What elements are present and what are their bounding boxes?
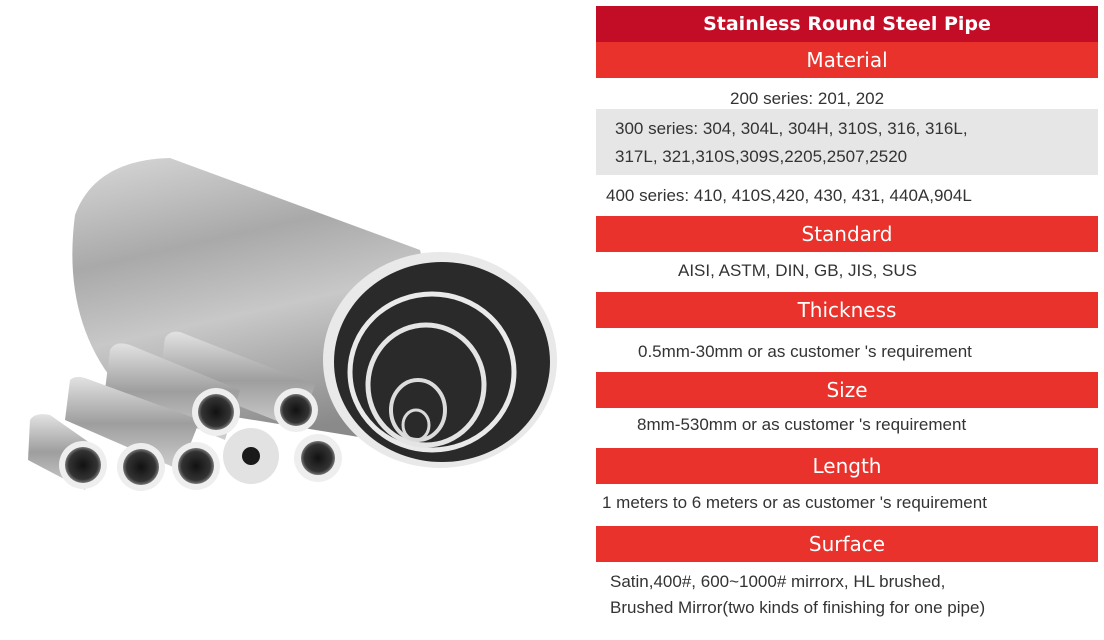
thickness-value: 0.5mm-30mm or as customer 's requirement [638, 342, 972, 361]
surface-value-line1: Satin,400#, 600~1000# mirrorx, HL brushed, [610, 572, 946, 591]
section-surface-heading: Surface [596, 526, 1098, 562]
surface-value-line2: Brushed Mirror(two kinds of finishing for one pipe) [610, 598, 986, 617]
section-standard-heading: Standard [596, 216, 1098, 252]
section-length-heading: Length [596, 448, 1098, 484]
length-value: 1 meters to 6 meters or as customer 's requirement [602, 493, 987, 512]
section-size-heading: Size [596, 372, 1098, 408]
material-row-300-block [596, 109, 1098, 175]
table-title: Stainless Round Steel Pipe [596, 6, 1098, 42]
material-row-200: 200 series: 201, 202 [730, 89, 885, 108]
section-thickness-heading: Thickness [596, 292, 1098, 328]
material-row-300-line2: 317L, 321,310S,309S,2205,2507,2520 [615, 147, 908, 166]
standard-value: AISI, ASTM, DIN, GB, JIS, SUS [678, 261, 917, 280]
material-row-300-line1: 300 series: 304, 304L, 304H, 310S, 316, 316L, [615, 119, 968, 138]
section-material-heading: Material [596, 42, 1098, 78]
size-value: 8mm-530mm or as customer 's requirement [637, 415, 967, 434]
material-row-400: 400 series: 410, 410S,420, 430, 431, 440A,904L [606, 186, 972, 205]
